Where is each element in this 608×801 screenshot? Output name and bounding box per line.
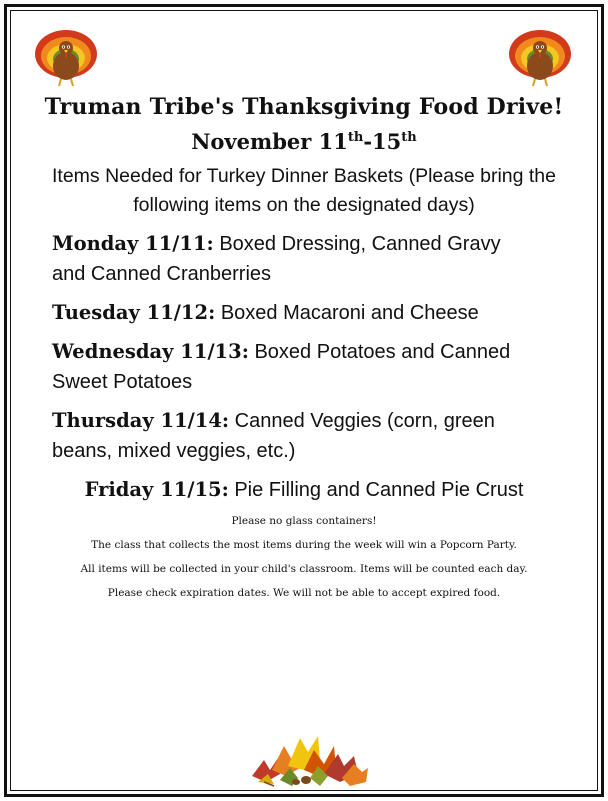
- items-needed-subtitle: Items Needed for Turkey Dinner Baskets (Please bring the following items on the designated days): [52, 165, 556, 216]
- day-items: Pie Filling and Canned Pie Crust: [234, 479, 524, 501]
- autumn-leaves-icon: [244, 730, 372, 788]
- note-line: Please no glass containers!: [231, 515, 377, 527]
- dates-end-suffix: th: [401, 130, 417, 145]
- dates-end: -15: [363, 129, 402, 154]
- drive-dates: [30, 128, 578, 156]
- day-items: Boxed Macaroni and Cheese: [220, 302, 479, 324]
- day-monday: [30, 229, 578, 289]
- turkey-icon: [506, 26, 574, 90]
- day-wednesday: [30, 337, 578, 397]
- day-items: Boxed Potatoes and Canned Sweet Potatoes: [52, 341, 511, 393]
- day-friday: [30, 475, 578, 505]
- turkey-icon: [32, 26, 100, 90]
- day-tuesday: [30, 298, 578, 328]
- note-line: The class that collects the most items during the week will win a Popcorn Party.: [91, 539, 517, 551]
- note-line: Please check expiration dates. We will not be able to accept expired food.: [107, 587, 501, 599]
- day-name: Thursday 11/14:: [52, 409, 230, 432]
- flyer-content: [30, 92, 578, 605]
- note-line: All items will be collected in your child's classroom. Items will be counted each day.: [80, 563, 528, 575]
- dates-start-suffix: th: [347, 130, 364, 145]
- notes-section: [30, 509, 578, 605]
- day-items: Boxed Dressing, Canned Gravy and Canned Cranberries: [52, 233, 501, 285]
- day-name: Wednesday 11/13:: [52, 340, 249, 363]
- dates-start: November 11: [191, 129, 348, 154]
- day-name: Monday 11/11:: [52, 232, 214, 255]
- flyer-title: Truman Tribe's Thanksgiving Food Drive!: [44, 94, 564, 120]
- day-name: Tuesday 11/12:: [52, 301, 216, 324]
- day-items: Canned Veggies (corn, green beans, mixed veggies, etc.): [52, 410, 495, 462]
- day-thursday: [30, 406, 578, 466]
- day-name: Friday 11/15:: [84, 478, 229, 501]
